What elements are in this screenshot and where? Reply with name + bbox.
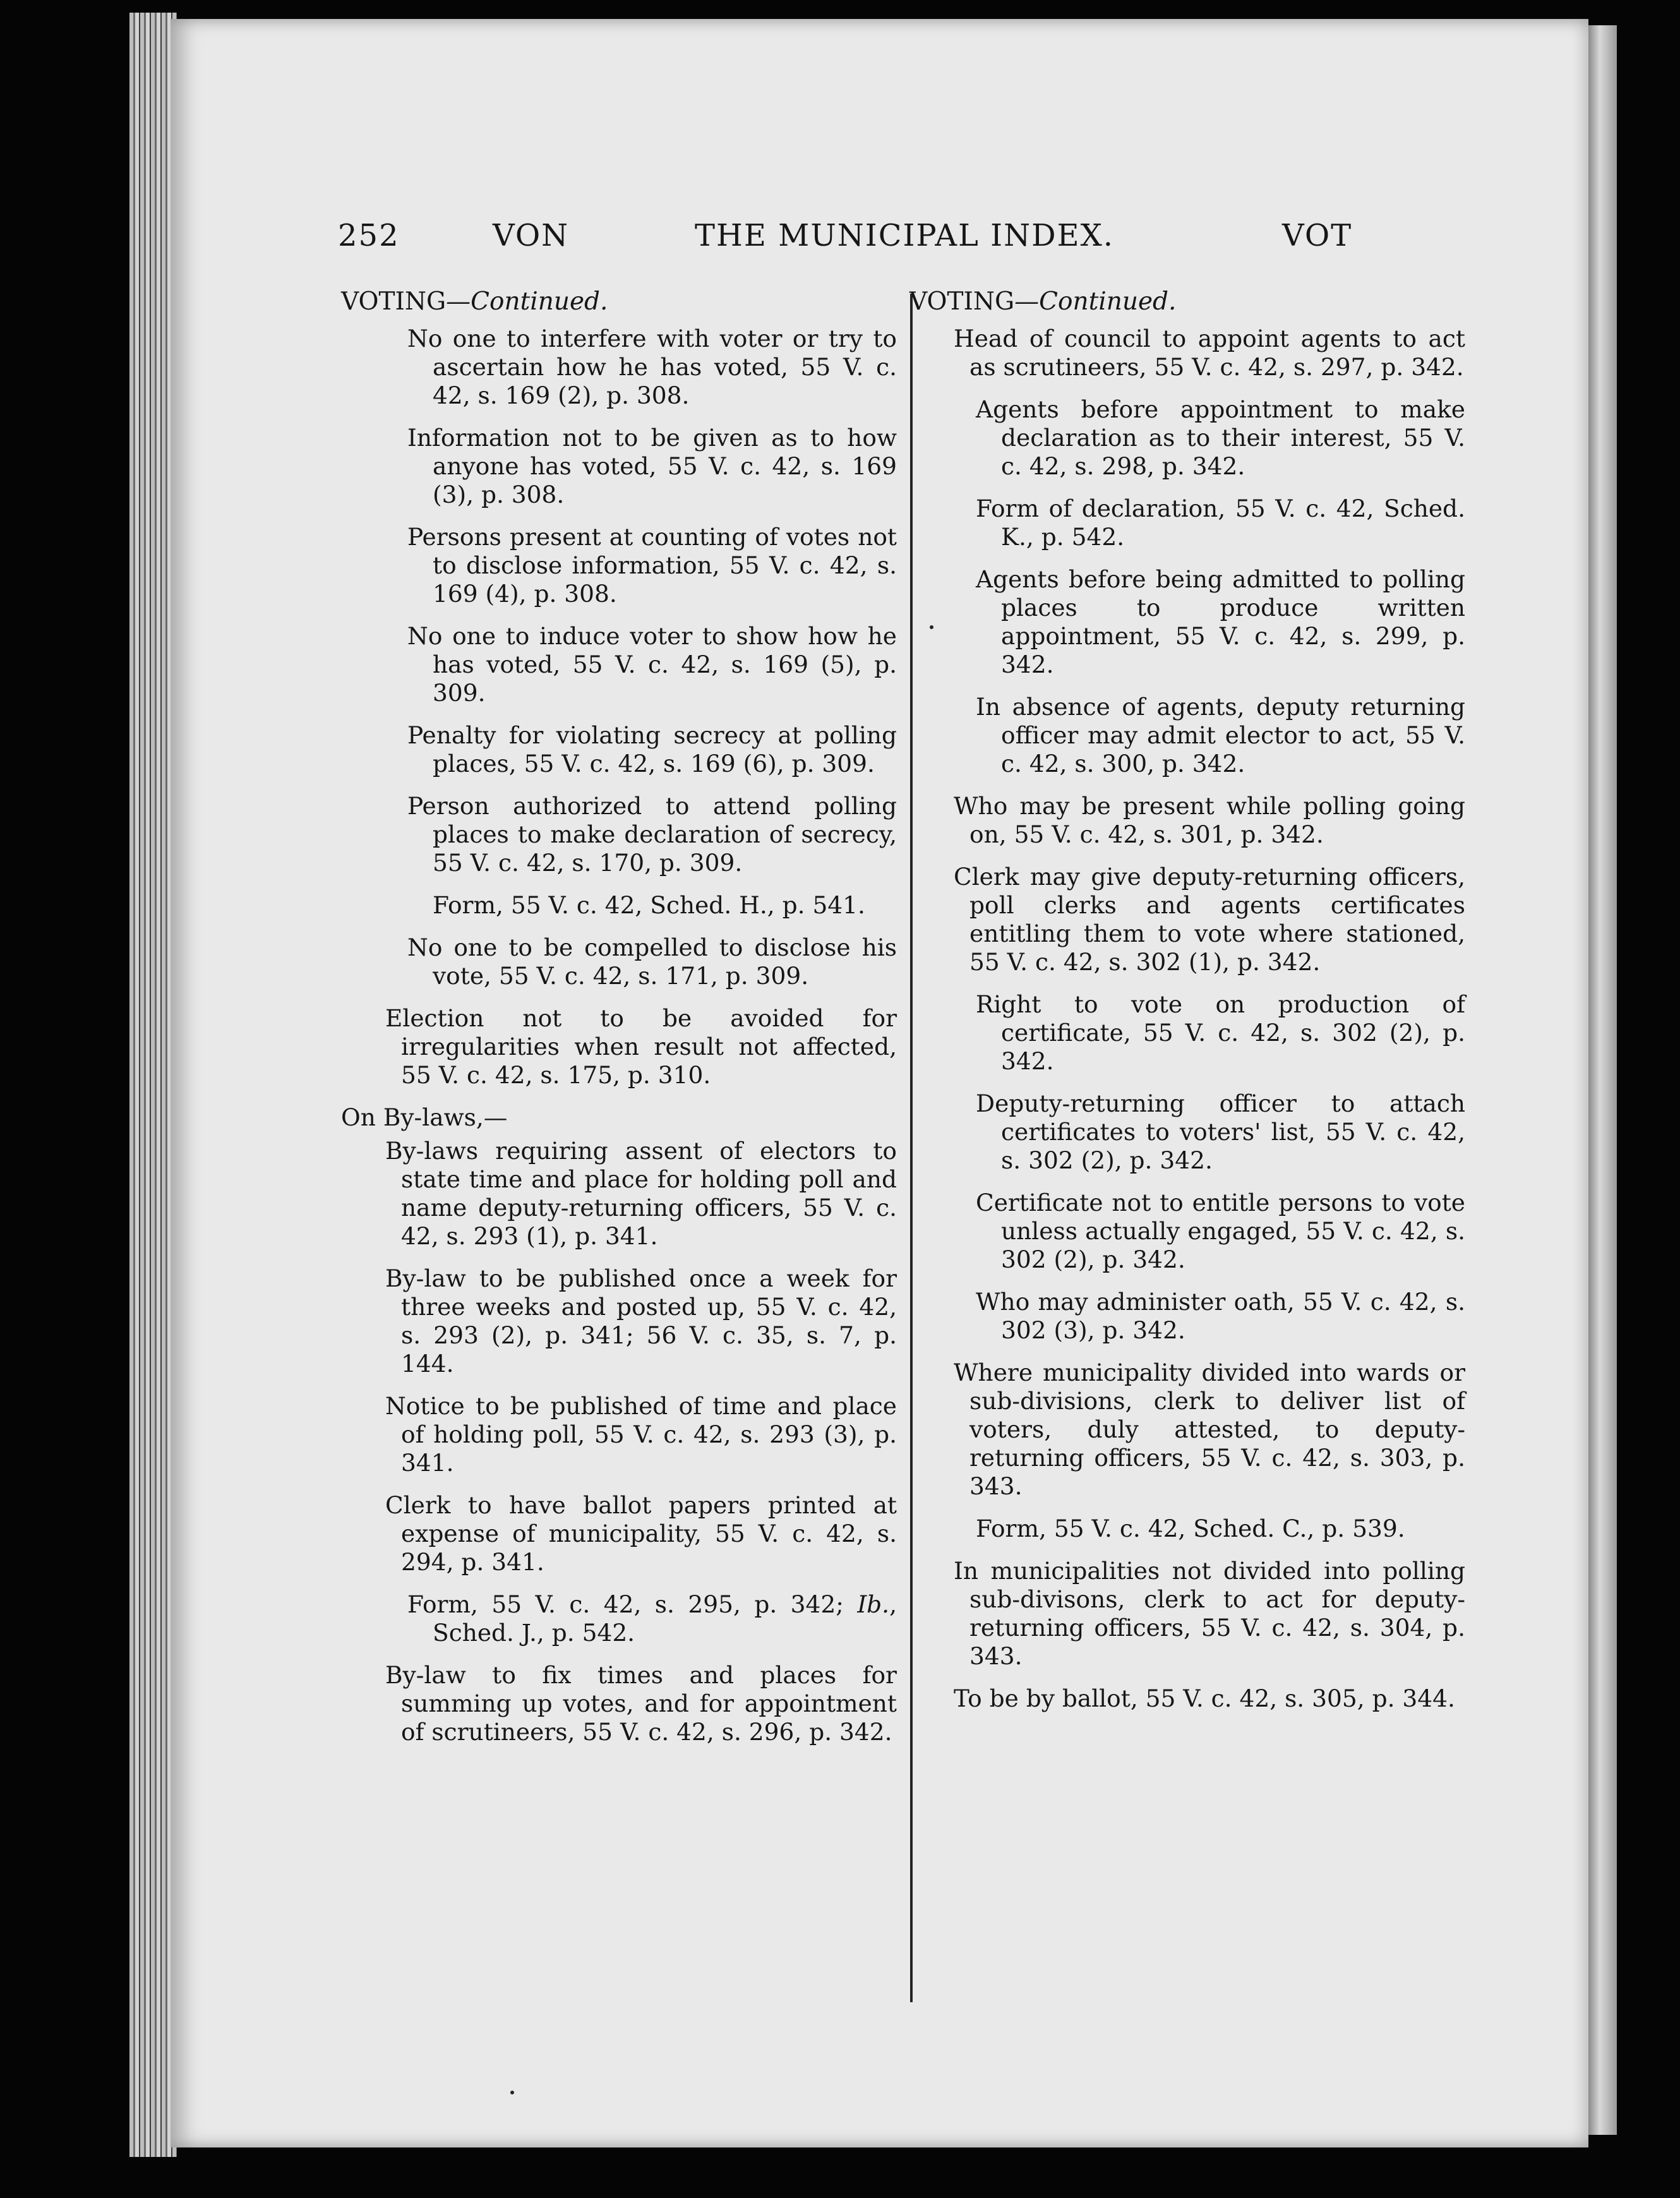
right-column xyxy=(909,287,1465,1727)
form-entry: Form, 55 V. c. 42, Sched. H., p. 541. xyxy=(433,891,865,919)
form-entry-part: , Sched. J., p. 542. xyxy=(433,1590,897,1647)
index-entry: Head of council to appoint agents to act as scrutineers, 55 V. c. 42, s. 297, p. 342. xyxy=(954,325,1465,381)
print-speck xyxy=(930,625,933,629)
index-entry: Person authorized to attend polling places to make declaration of secrecy, 55 V. c. 42, s. 170, p. 309. xyxy=(407,792,897,877)
column-heading xyxy=(341,287,897,316)
index-entry: By-law to be published once a week for three weeks and posted up, 55 V. c. 42, s. 293 (2), p. 341; 56 V. c. 35, s. 7, p. 144. xyxy=(385,1264,897,1378)
heading-main: VOTING xyxy=(341,287,447,316)
index-entry: Information not to be given as to how anyone has voted, 55 V. c. 42, s. 169 (3), p. 308. xyxy=(407,424,897,508)
index-entry: No one to interfere with voter or try to ascertain how he has voted, 55 V. c. 42, s. 169 (2), p. 308. xyxy=(407,325,897,409)
index-entry: No one to be compelled to disclose his vote, 55 V. c. 42, s. 171, p. 309. xyxy=(407,934,897,990)
index-entry: In municipalities not divided into polling sub-divisons, clerk to act for deputy-returning officers, 55 V. c. 42, s. 304, p. 343. xyxy=(954,1557,1465,1670)
index-entry: No one to induce voter to show how he has voted, 55 V. c. 42, s. 169 (5), p. 309. xyxy=(407,622,897,707)
page-number: 252 xyxy=(338,218,400,253)
heading-continued: —Continued. xyxy=(446,287,608,316)
index-entry: Election not to be avoided for irregularities when result not affected, 55 V. c. 42, s. 175, p. 310. xyxy=(385,1004,897,1089)
book-page-edges xyxy=(129,13,177,2157)
index-entry: Agents before appointment to make declaration as to their interest, 55 V. c. 42, s. 298, p. 342. xyxy=(976,395,1465,480)
index-entry: Where municipality divided into wards or sub-divisions, clerk to deliver list of voters, duly attested, to deputy-returning officers, 55 V. c. 42, s. 303, p. 343. xyxy=(954,1359,1465,1500)
index-entry: Who may administer oath, 55 V. c. 42, s. 302 (3), p. 342. xyxy=(976,1288,1465,1344)
form-entry: Form, 55 V. c. 42, Sched. C., p. 539. xyxy=(976,1515,1405,1542)
index-entry: Deputy-returning officer to attach certificates to voters' list, 55 V. c. 42, s. 302 (2), p. 342. xyxy=(976,1090,1465,1174)
print-speck xyxy=(510,2091,514,2094)
index-entry: Certificate not to entitle persons to vote unless actually engaged, 55 V. c. 42, s. 302 (2), p. 342. xyxy=(976,1189,1465,1273)
index-entry: By-laws requiring assent of electors to state time and place for holding poll and name deputy-returning officers, 55 V. c. 42, s. 293 (1), p. 341. xyxy=(385,1137,897,1250)
facing-page-edge xyxy=(1588,25,1617,2135)
index-entry: By-law to fix times and places for summing up votes, and for appointment of scrutineers, 55 V. c. 42, s. 296, p. 342. xyxy=(385,1661,897,1746)
running-title: THE MUNICIPAL INDEX. xyxy=(695,218,1115,253)
index-entry: Notice to be published of time and place of holding poll, 55 V. c. 42, s. 293 (3), p. 341. xyxy=(385,1392,897,1477)
index-entry: Clerk may give deputy-returning officers, poll clerks and agents certificates entitling them to vote where stationed, 55 V. c. 42, s. 302 (1), p. 342. xyxy=(954,863,1465,976)
bylaws-subheading: On By-laws,— xyxy=(341,1103,508,1131)
heading-continued: —Continued. xyxy=(1014,287,1177,316)
heading-main: VOTING xyxy=(909,287,1015,316)
index-entry: Penalty for violating secrecy at polling places, 55 V. c. 42, s. 169 (6), p. 309. xyxy=(407,721,897,778)
index-entry: Right to vote on production of certificate, 55 V. c. 42, s. 302 (2), p. 342. xyxy=(976,990,1465,1075)
index-entry: To be by ballot, 55 V. c. 42, s. 305, p. 344. xyxy=(954,1685,1455,1712)
index-entry: Persons present at counting of votes not to disclose information, 55 V. c. 42, s. 169 (4), p. 308. xyxy=(407,523,897,608)
index-entry: Who may be present while polling going on, 55 V. c. 42, s. 301, p. 342. xyxy=(954,792,1465,848)
form-entry xyxy=(341,1590,897,1647)
form-entry: Form of declaration, 55 V. c. 42, Sched. K., p. 542. xyxy=(976,495,1465,551)
left-column xyxy=(341,287,897,1760)
form-entry-part: Form, 55 V. c. 42, s. 295, p. 342; xyxy=(407,1590,844,1618)
column-heading xyxy=(909,287,1465,316)
index-entry: In absence of agents, deputy returning officer may admit elector to act, 55 V. c. 42, s. 300, p. 342. xyxy=(976,693,1465,778)
index-entry: Agents before being admitted to polling places to produce written appointment, 55 V. c. 42, s. 299, p. 342. xyxy=(976,565,1465,678)
right-guide-word: VOT xyxy=(1282,218,1353,253)
left-guide-word: VON xyxy=(493,218,570,253)
index-entry: Clerk to have ballot papers printed at expense of municipality, 55 V. c. 42, s. 294, p. 341. xyxy=(385,1491,897,1576)
form-entry-ibid: Ib. xyxy=(857,1590,890,1618)
